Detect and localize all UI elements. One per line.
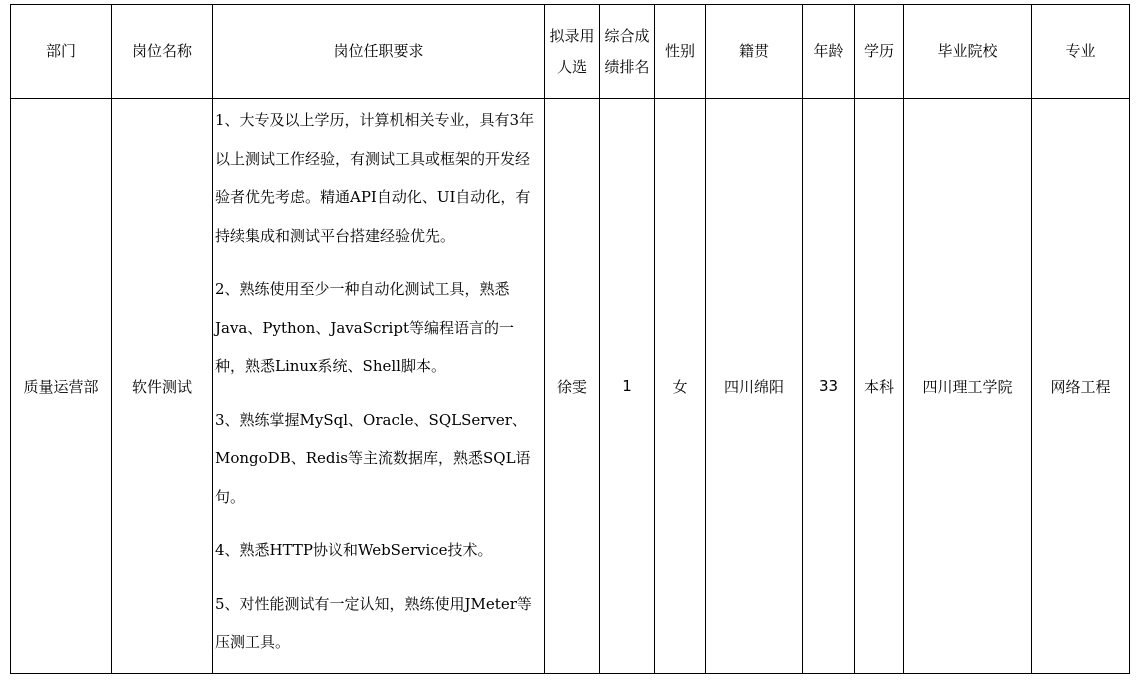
- table-header: [11, 5, 1130, 99]
- cell-rank: 1: [600, 99, 655, 674]
- requirement-item-4: 4、熟悉HTTP协议和WebService技术。: [215, 541, 493, 559]
- header-rank-line1: 综合成: [604, 26, 650, 45]
- cell-origin: 四川绵阳: [706, 99, 803, 674]
- header-major: 专业: [1032, 5, 1130, 99]
- header-requirements: 岗位任职要求: [213, 5, 545, 99]
- cell-dept: 质量运营部: [11, 99, 112, 674]
- requirement-item-2: 2、熟练使用至少一种自动化测试工具，熟悉Java、Python、JavaScript等编程语言的一种，熟悉Linux系统、Shell脚本。: [215, 280, 514, 375]
- header-gender: 性别: [655, 5, 706, 99]
- cell-gender: 女: [655, 99, 706, 674]
- table-body: [11, 99, 1130, 674]
- header-candidate-line1: 拟录用: [549, 26, 595, 45]
- header-post-name: 岗位名称: [112, 5, 213, 99]
- cell-post-name: 软件测试: [112, 99, 213, 674]
- requirement-item-1: 1、大专及以上学历，计算机相关专业，具有3年以上测试工作经验，有测试工具或框架的开发经验者优先考虑。精通API自动化、UI自动化，有持续集成和测试平台搭建经验优先。: [215, 111, 535, 245]
- header-dept: 部门: [11, 5, 112, 99]
- header-rank-line2: 绩排名: [604, 57, 650, 76]
- header-candidate-line2: 人选: [556, 57, 587, 76]
- cell-major: 网络工程: [1032, 99, 1130, 674]
- requirement-item-5: 5、对性能测试有一定认知，熟练使用JMeter等压测工具。: [215, 594, 532, 651]
- table-row: [11, 99, 1130, 674]
- header-candidate: [545, 5, 600, 99]
- cell-age: 33: [803, 99, 855, 674]
- cell-education: 本科: [855, 99, 904, 674]
- header-school: 毕业院校: [904, 5, 1032, 99]
- cell-candidate: 徐雯: [545, 99, 600, 674]
- header-row: [11, 5, 1130, 99]
- cell-requirements: [213, 99, 545, 674]
- recruitment-table: [10, 4, 1130, 674]
- requirement-item-3: 3、熟练掌握MySql、Oracle、SQLServer、MongoDB、Redis等主流数据库，熟悉SQL语句。: [215, 410, 531, 506]
- header-age: 年龄: [803, 5, 855, 99]
- header-rank: [600, 5, 655, 99]
- cell-school: 四川理工学院: [904, 99, 1032, 674]
- header-origin: 籍贯: [706, 5, 803, 99]
- header-education: 学历: [855, 5, 904, 99]
